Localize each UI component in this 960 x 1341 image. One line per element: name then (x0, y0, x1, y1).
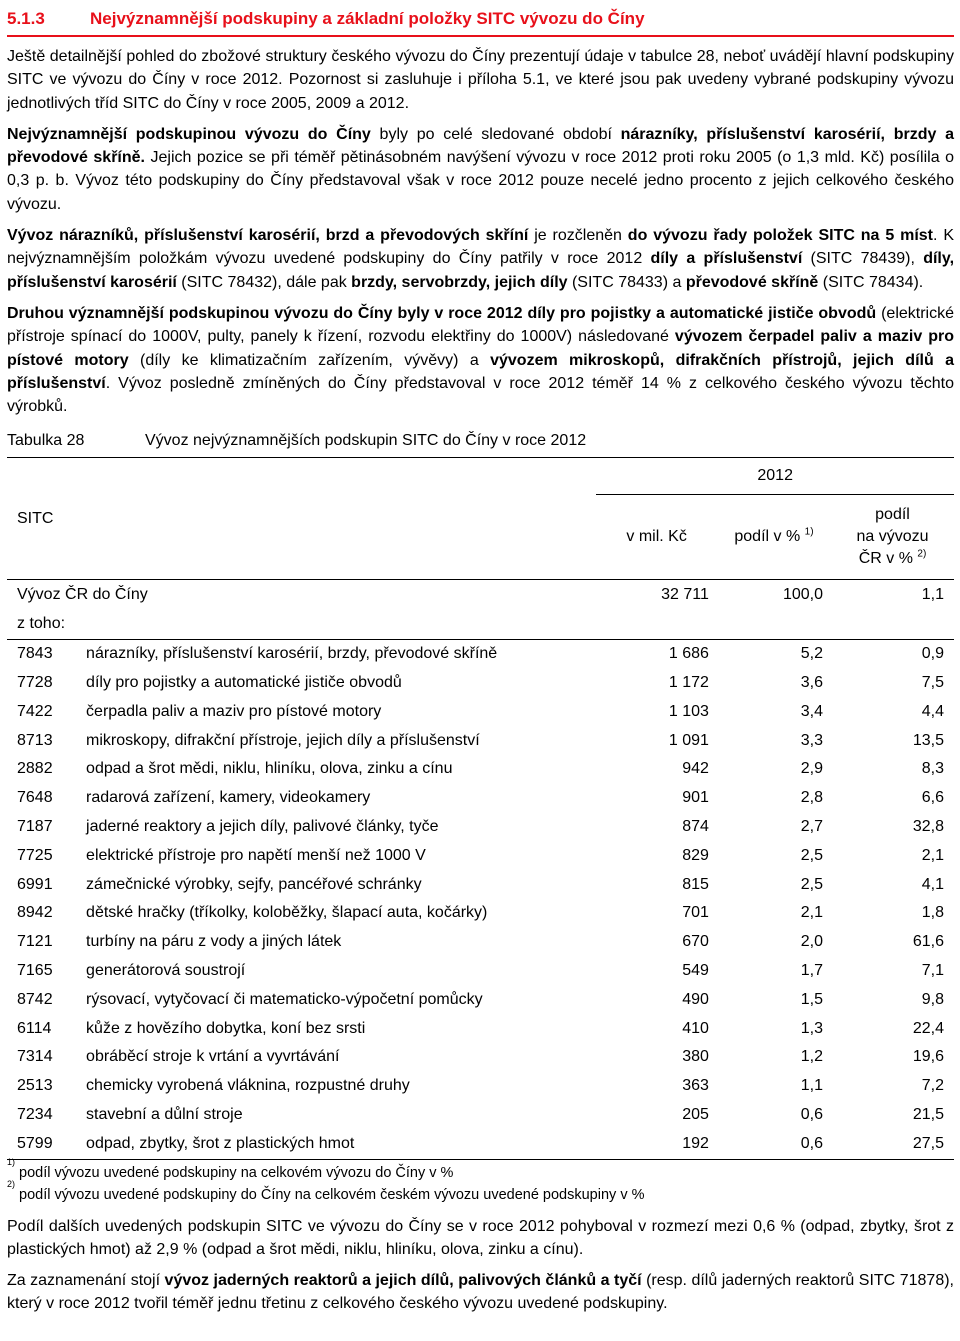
header-share-cz (831, 495, 954, 580)
row-share-cz: 7,5 (921, 674, 944, 692)
row-code: 6114 (17, 1019, 52, 1037)
bold-text: vývozem čerpadel paliv a maziv pro pístové motory (7, 328, 955, 369)
table-total-row (7, 580, 954, 611)
row-value: 901 (682, 789, 709, 807)
table-title: Vývoz nejvýznamnějších podskupin SITC do Číny v roce 2012 (145, 432, 587, 450)
header-sitc: SITC (7, 458, 596, 580)
row-name: zámečnické výrobky, sejfy, pancéřové schránky (86, 875, 422, 893)
row-share: 2,7 (800, 818, 824, 836)
row-share-cz: 13,5 (912, 731, 944, 749)
row-code: 8713 (17, 731, 53, 749)
row-code: 7422 (17, 702, 53, 720)
row-name: nárazníky, příslušenství karosérií, brzdy, převodové skříně (86, 640, 596, 669)
row-name: stavební a důlní stroje (86, 1106, 243, 1123)
table-row (7, 1072, 954, 1101)
row-code: 7187 (17, 818, 53, 836)
bold-text: Vývoz nárazníků, příslušenství karosérií, brzd a převodových skříní (7, 227, 529, 245)
row-share-cz: 4,4 (921, 702, 944, 720)
bold-text: do vývozu řady položek SITC na 5 míst (627, 227, 934, 245)
paragraph-5: Podíl dalších uvedených podskupin SITC ve vývozu do Číny se v roce 2012 pohyboval v rozmezí mezi 0,6 % (odpad, zbytky, šrot z plastických hmot) až 2,9 % (odpad a šrot mědi, niklu, hliníku, olova, zinku a cínu). (7, 1217, 954, 1258)
of-which-label: z toho: (17, 615, 66, 633)
text: (SITC 78439), (802, 250, 924, 268)
of-which-row (7, 610, 954, 639)
text: (resp. dílů jaderných reaktorů SITC 71878), který v roce 2012 tvořil téměř jednu třetinu z celkového českého vývozu uvedené podskupiny. (7, 1272, 954, 1313)
row-name: jaderné reaktory a jejich díly, palivové články, tyče (86, 818, 439, 836)
text: (díly ke klimatizačním zařízením, vývěvy) a (128, 351, 491, 369)
table-label: Tabulka 28 (7, 432, 85, 450)
table-row (7, 986, 954, 1015)
header-year: 2012 (596, 458, 954, 495)
row-code: 7314 (17, 1048, 53, 1066)
note-2 (7, 1178, 954, 1206)
text: Jejich pozice se při téměř pětinásobném navýšení vývozu v roce 2012 proti roku 2005 (o 1,3 mld. Kč) posílila o 0,3 p. b. Vývoz této podskupiny do Číny představoval však v roce 2012 pouze necelé jedno procento z jejich celkového českého vývozu. (7, 149, 954, 213)
table-caption (7, 431, 954, 451)
row-share: 2,9 (800, 760, 824, 778)
row-share-cz: 21,5 (912, 1106, 944, 1123)
row-name: kůže z hovězího dobytka, koní bez srsti (86, 1019, 366, 1037)
row-share: 0,6 (800, 1106, 824, 1123)
row-share-cz: 6,6 (921, 789, 944, 807)
row-share-cz: 7,2 (921, 1077, 944, 1095)
text: (SITC 78432), dále pak (176, 273, 352, 291)
row-share: 2,1 (800, 904, 824, 922)
note-text: podíl vývozu uvedené podskupiny do Číny na celkovém českém vývozu uvedené podskupiny v % (19, 1186, 645, 1203)
paragraph-2 (7, 123, 954, 216)
row-share-cz: 61,6 (912, 933, 944, 951)
row-share-cz: 1,8 (921, 904, 944, 922)
note-mark: 1) (7, 1156, 16, 1167)
row-share: 2,8 (800, 789, 824, 807)
table-row (7, 899, 954, 928)
row-value: 1 686 (596, 640, 717, 669)
row-value: 549 (682, 962, 709, 980)
table-row (7, 813, 954, 842)
row-value: 1 172 (668, 674, 709, 692)
table-row (7, 698, 954, 727)
row-share-cz: 7,1 (921, 962, 944, 980)
document-page (7, 0, 954, 1316)
bold-text: díly a příslušenství (650, 250, 803, 268)
row-value: 815 (682, 875, 709, 893)
row-value: 410 (682, 1019, 709, 1037)
table-row (7, 727, 954, 756)
row-code: 7725 (17, 846, 53, 864)
row-share-cz: 4,1 (921, 875, 944, 893)
row-name: odpad, zbytky, šrot z plastických hmot (86, 1130, 596, 1159)
total-v3: 1,1 (831, 580, 954, 611)
row-share: 2,0 (800, 933, 824, 951)
row-code: 8742 (17, 990, 53, 1008)
header-value-label: v mil. Kč (626, 528, 687, 546)
row-value: 205 (682, 1106, 709, 1123)
bold-text: nárazníky, příslušenství karosérií, brzdy a převodové skříně. (7, 125, 954, 167)
table-row (7, 1043, 954, 1072)
bold-text: převodové skříně (685, 273, 819, 291)
row-share: 1,3 (800, 1019, 824, 1037)
total-name: Vývoz ČR do Číny (7, 580, 596, 611)
row-code: 7728 (17, 674, 53, 692)
bold-text: Druhou významnější podskupinou vývozu do Číny byly v roce 2012 díly pro pojistky a automatické jističe obvodů (7, 304, 877, 322)
header-share-cz-l3-text: ČR v % (858, 550, 913, 568)
row-value: 874 (682, 818, 709, 836)
row-share: 2,5 (800, 846, 824, 864)
total-v1: 32 711 (596, 580, 717, 611)
header-share-cz-l3 (831, 548, 954, 570)
row-code: 7165 (17, 962, 53, 980)
row-name: čerpadla paliv a maziv pro pístové motory (86, 702, 382, 720)
section-title: Nejvýznamnější podskupiny a základní položky SITC vývozu do Číny (90, 8, 645, 28)
footnote-mark: 2) (917, 549, 927, 561)
row-value: 1 103 (668, 702, 709, 720)
bold-text: Nejvýznamnější podskupinou vývozu do Číny (7, 125, 371, 143)
text: byly po celé sledované období (370, 125, 621, 143)
row-share: 1,2 (800, 1048, 824, 1066)
row-code: 2882 (17, 760, 53, 778)
row-name: elektrické přístroje pro napětí menší než 1000 V (86, 846, 426, 864)
row-name: díly pro pojistky a automatické jističe obvodů (86, 674, 402, 692)
footnote-mark: 1) (804, 527, 814, 539)
row-name: rýsovací, vytyčovací či matematicko-výpočetní pomůcky (86, 990, 483, 1008)
text: . K nejvýznamnějším položkám vývozu uvedené podskupiny do Číny patřily v roce 2012 (7, 227, 955, 268)
row-share-cz: 22,4 (912, 1019, 944, 1037)
text: . Vývoz posledně zmíněných do Číny představoval v roce 2012 téměř 14 % z celkového českého vývozu těchto výrobků. (7, 374, 954, 416)
table-row (7, 1130, 954, 1159)
paragraph-4 (7, 302, 954, 418)
text: (SITC 78434). (818, 273, 924, 291)
table-row (7, 842, 954, 871)
row-share-cz: 9,8 (921, 990, 944, 1008)
row-share: 1,7 (800, 962, 824, 980)
row-value: 942 (682, 760, 709, 778)
data-table (7, 457, 954, 1159)
header-value (596, 495, 717, 580)
row-name: chemicky vyrobená vláknina, rozpustné druhy (86, 1077, 410, 1095)
row-name: obráběcí stroje k vrtání a vyvrtávání (86, 1048, 340, 1066)
row-share: 3,3 (800, 731, 824, 749)
paragraph-6 (7, 1269, 954, 1316)
header-share-cz-l1: podíl (875, 506, 910, 524)
text: je rozčleněn (528, 227, 628, 245)
row-value: 380 (682, 1048, 709, 1066)
section-number: 5.1.3 (7, 8, 45, 28)
row-code: 2513 (17, 1077, 53, 1095)
paragraph-3 (7, 224, 954, 294)
table-row (7, 755, 954, 784)
total-v2: 100,0 (717, 580, 831, 611)
row-share: 3,6 (800, 674, 824, 692)
paragraph-1: Ještě detailnější pohled do zbožové struktury českého vývozu do Číny prezentují údaje v tabulce 28, neboť uvádějí hlavní podskupiny SITC ve vývozu do Číny v roce 2012. Pozornost si zasluhuje i příloha 5.1, ve které jsou pak uvedeny vybrané podskupiny vývozu jednotlivých tříd SITC do Číny v roce 2005, 2009 a 2012. (7, 48, 954, 112)
row-share: 1,5 (800, 990, 824, 1008)
row-value: 490 (682, 990, 709, 1008)
table-header-row (7, 458, 954, 495)
row-share: 2,5 (800, 875, 824, 893)
table-row (7, 957, 954, 986)
row-value: 363 (682, 1077, 709, 1095)
row-value: 670 (682, 933, 709, 951)
row-name: generátorová soustrojí (86, 962, 246, 980)
row-value: 701 (682, 904, 709, 922)
row-share-cz: 8,3 (921, 760, 944, 778)
text: (SITC 78433) a (567, 273, 686, 291)
row-share: 0,6 (717, 1130, 831, 1159)
table-row (7, 640, 954, 669)
row-share-cz: 0,9 (831, 640, 954, 669)
row-code: 7843 (7, 640, 86, 669)
row-share-cz: 27,5 (831, 1130, 954, 1159)
bold-text: díly, příslušenství karosérií (7, 250, 955, 291)
note-text: podíl vývozu uvedené podskupiny na celkovém vývozu do Číny v % (19, 1164, 454, 1181)
row-share-cz: 19,6 (912, 1048, 944, 1066)
note-1 (7, 1156, 954, 1184)
table-notes (7, 1156, 954, 1206)
row-value: 829 (682, 846, 709, 864)
row-share: 1,1 (800, 1077, 824, 1095)
row-share-cz: 2,1 (921, 846, 944, 864)
row-name: mikroskopy, difrakční přístroje, jejich díly a příslušenství (86, 731, 480, 749)
table-row (7, 1015, 954, 1044)
text: (elektrické přístroje spínací do 1000V, pulty, panely k řízení, rozvodu elektřiny do 1000V) následované (7, 304, 954, 346)
row-value: 1 091 (668, 731, 709, 749)
table-row (7, 784, 954, 813)
header-share-cz-l2: na vývozu (856, 528, 929, 546)
row-code: 5799 (7, 1130, 86, 1159)
row-share: 3,4 (800, 702, 824, 720)
bold-text: vývozem mikroskopů, difrakčních přístrojů, jejich dílů a příslušenství (7, 351, 955, 392)
header-share (717, 495, 831, 580)
table-row (7, 669, 954, 698)
row-code: 7648 (17, 789, 53, 807)
row-code: 8942 (17, 904, 53, 922)
heading-rule (7, 35, 954, 37)
table-row (7, 871, 954, 900)
row-name: dětské hračky (tříkolky, koloběžky, šlapací auta, kočárky) (86, 904, 488, 922)
row-share-cz: 32,8 (912, 818, 944, 836)
row-code: 6991 (17, 875, 53, 893)
row-name: turbíny na páru z vody a jiných látek (86, 933, 342, 951)
row-share: 5,2 (717, 640, 831, 669)
note-mark: 2) (7, 1178, 16, 1189)
table-row (7, 928, 954, 957)
row-code: 7234 (17, 1106, 53, 1123)
section-heading (7, 6, 954, 31)
row-name: odpad a šrot mědi, niklu, hliníku, olova, zinku a cínu (86, 760, 453, 778)
bold-text: brzdy, servobrzdy, jejich díly (351, 273, 568, 291)
bold-text: vývoz jaderných reaktorů a jejich dílů, palivových článků a tyčí (164, 1272, 642, 1290)
table-row (7, 1101, 954, 1130)
row-value: 192 (596, 1130, 717, 1159)
header-share-label: podíl v % (734, 528, 801, 546)
row-code: 7121 (17, 933, 53, 951)
text: Za zaznamenání stojí (7, 1272, 165, 1290)
row-name: radarová zařízení, kamery, videokamery (86, 789, 371, 807)
